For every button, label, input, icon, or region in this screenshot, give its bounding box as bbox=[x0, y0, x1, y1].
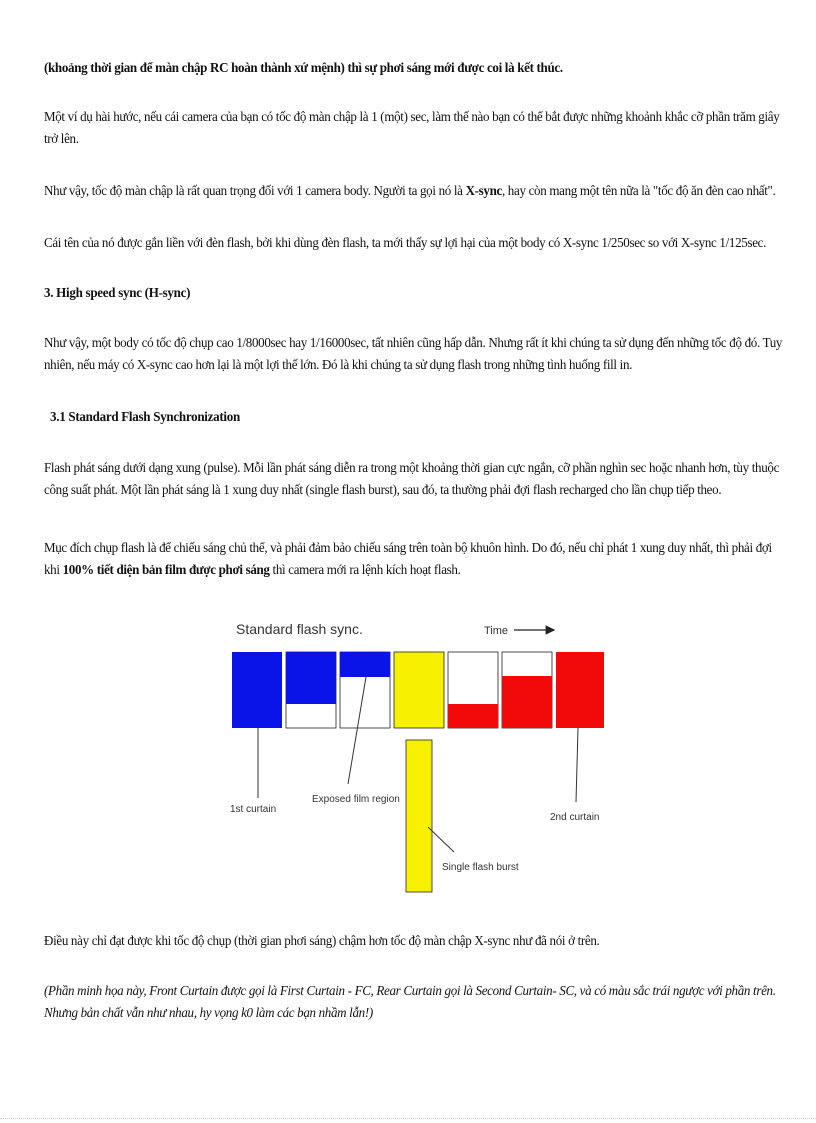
paragraph-1: (khoảng thời gian để màn chập RC hoàn thành xứ mệnh) thì sự phơi sáng mới được coi là kết thúc. bbox=[44, 61, 563, 76]
paragraph-7 bbox=[44, 538, 786, 582]
paragraph-7-text-a: Mục đích chụp flash là để chiếu sáng chủ thể, và phải đảm bảo chiếu sáng trên toàn bộ khuôn hình. Do đó, nếu chỉ phát 1 xung duy nhất, thì phải đợi khi bbox=[44, 541, 772, 578]
label-1st-curtain: 1st curtain bbox=[230, 804, 277, 815]
label-exposed-region: Exposed film region bbox=[312, 794, 400, 805]
paragraph-5: Như vậy, một body có tốc độ chụp cao 1/8000sec hay 1/16000sec, tất nhiên cũng hấp dẫn. Nhưng rất ít khi chúng ta sử dụng đến những tốc độ đó. Tuy nhiên, nếu máy có X-sync cao hơn lại là một lợi thế lớn. Đó là khi chúng ta sử dụng flash trong những tình huống fill in. bbox=[44, 336, 783, 373]
pointer-2nd-curtain bbox=[576, 728, 578, 802]
paragraph-9-note: (Phần minh họa này, Front Curtain được gọi là First Curtain - FC, Rear Curtain gọi là Second Curtain- SC, và có màu sắc trái ngược với phần trên. Nhưng bản chất vẫn như nhau, hy vọng k0 làm các bạn nhầm lẫn!) bbox=[44, 984, 776, 1021]
frame-7 bbox=[556, 652, 604, 728]
frame-5-curtain bbox=[448, 704, 498, 728]
diagram-title: Standard flash sync. bbox=[236, 621, 363, 637]
heading-standard-flash-sync: 3.1 Standard Flash Synchronization bbox=[50, 410, 240, 425]
paragraph-7-bold: 100% tiết diện bản film được phơi sáng bbox=[62, 563, 270, 578]
flash-sync-diagram bbox=[228, 612, 608, 897]
heading-high-speed-sync: 3. High speed sync (H-sync) bbox=[44, 286, 191, 301]
label-single-flash-burst: Single flash burst bbox=[442, 862, 519, 873]
paragraph-4: Cái tên của nó được gắn liền với đèn flash, bởi khi dùng đèn flash, ta mới thấy sự lợi hại của một body có X-sync 1/250sec so với X-sync 1/125sec. bbox=[44, 236, 767, 251]
paragraph-3-text-c: , hay còn mang một tên nữa là "tốc độ ăn đèn cao nhất". bbox=[501, 184, 776, 199]
frame-2-curtain bbox=[286, 652, 336, 704]
paragraph-3 bbox=[44, 181, 786, 203]
label-2nd-curtain: 2nd curtain bbox=[550, 812, 600, 823]
paragraph-3-text-a: Như vậy, tốc độ màn chập là rất quan trọng đối với 1 camera body. Người ta gọi nó là bbox=[44, 184, 466, 199]
paragraph-8: Điều này chỉ đạt được khi tốc độ chụp (thời gian phơi sáng) chậm hơn tốc độ màn chập X-sync như đã nói ở trên. bbox=[44, 934, 600, 949]
frame-3-curtain bbox=[340, 652, 390, 677]
x-sync-term: X-sync bbox=[465, 184, 502, 199]
paragraph-7-text-c: thì camera mới ra lệnh kích hoạt flash. bbox=[269, 563, 461, 578]
frame-4-exposed bbox=[394, 652, 444, 728]
time-label: Time bbox=[484, 625, 509, 637]
paragraph-2: Một ví dụ hài hước, nếu cái camera của bạn có tốc độ màn chập là 1 (một) sec, làm thế nào bạn có thể bắt được những khoảnh khắc cỡ phần trăm giây trở lên. bbox=[44, 110, 780, 147]
flash-burst-bar bbox=[406, 740, 432, 892]
paragraph-6: Flash phát sáng dưới dạng xung (pulse). Mỗi lần phát sáng diễn ra trong một khoảng thời gian cực ngắn, cỡ phần nghìn sec hoặc nhanh hơn, tùy thuộc công suất phát. Một lần phát sáng là 1 xung duy nhất (single flash burst), sau đó, ta thường phải đợi flash recharged cho lần chụp tiếp theo. bbox=[44, 461, 780, 498]
frame-1 bbox=[232, 652, 282, 728]
page-bottom-border bbox=[0, 1118, 816, 1119]
frame-6-curtain bbox=[502, 676, 552, 728]
